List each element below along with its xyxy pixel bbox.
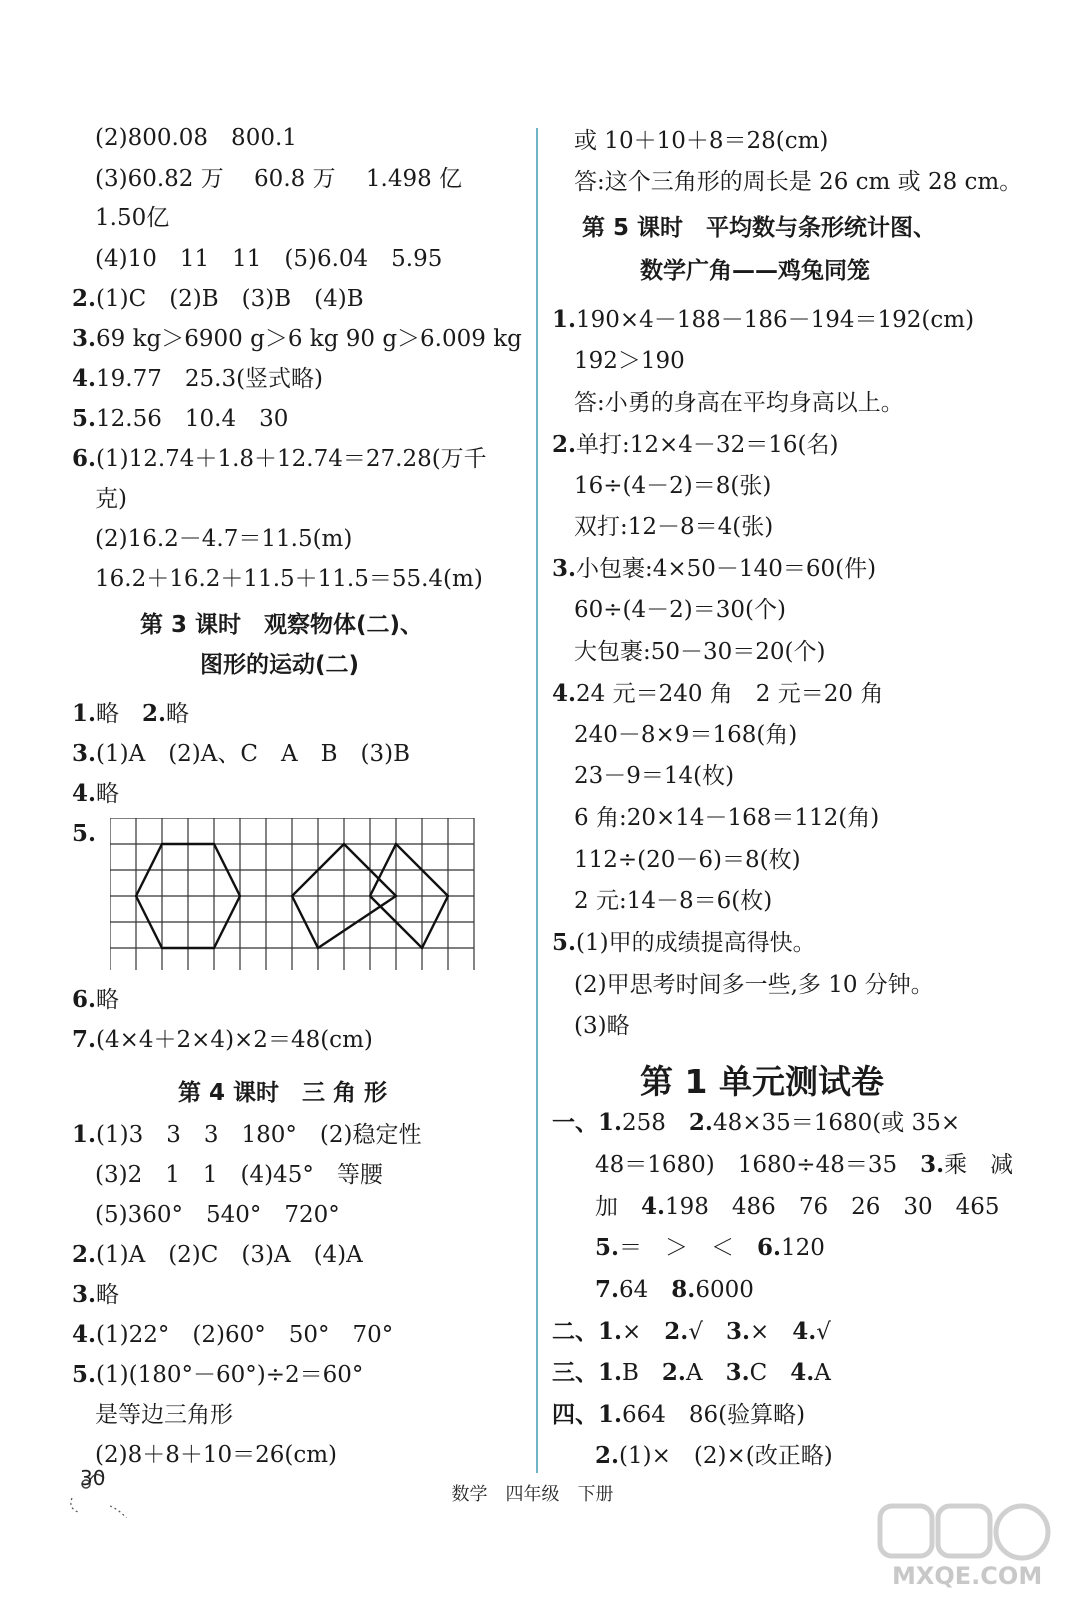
answer-text: 略 (166, 701, 190, 727)
answer-line (72, 985, 119, 1015)
answer-text: A (814, 1360, 831, 1386)
answer-line: 60÷(4－2)＝30(个) (574, 597, 786, 623)
answer-line: 答:这个三角形的周长是 26 cm 或 28 cm。 (574, 169, 1023, 195)
question-number: 2. (688, 1109, 713, 1136)
answer-text: ＝ ＞ ＜ (619, 1235, 758, 1261)
question-number: 5. (552, 929, 577, 956)
answer-line: (5)360° 540° 720° (95, 1202, 340, 1228)
question-number: 3. (72, 1281, 97, 1308)
answer-line (595, 1192, 1000, 1222)
answer-line: 是等边三角形 (95, 1402, 233, 1428)
answer-line (552, 554, 876, 584)
answer-text: 258 (622, 1110, 689, 1136)
question-number: 4. (72, 1321, 97, 1348)
answer-text: √ (816, 1319, 831, 1345)
page-number: 30 (80, 1466, 106, 1490)
part-label: 一、 (552, 1109, 598, 1136)
answer-text: (1)22° (2)60° 50° 70° (96, 1322, 394, 1348)
question-number: 4. (72, 780, 97, 807)
answer-text: 664 86(验算略) (622, 1402, 806, 1428)
section-heading: 第 4 课时 三 角 形 (178, 1080, 388, 1106)
section-heading: 图形的运动(二) (200, 652, 360, 678)
answer-text: B (622, 1360, 662, 1386)
answer-text: (1)A (2)A、C A B (3)B (96, 741, 410, 767)
question-number: 4. (790, 1359, 815, 1386)
answer-line: 答:小勇的身高在平均身高以上。 (574, 390, 904, 416)
question-number: 4. (641, 1193, 666, 1220)
answer-text: 略 (96, 987, 120, 1013)
question-number: 6. (72, 986, 97, 1013)
answer-line: 双打:12－8＝4(张) (574, 514, 774, 540)
answer-line: 或 10＋10＋8＝28(cm) (574, 128, 829, 154)
answer-text: (1)3 3 3 180° (2)稳定性 (96, 1122, 422, 1148)
answer-text: (1)甲的成绩提高得快。 (576, 930, 816, 956)
answer-text: 198 486 76 26 30 465 (665, 1194, 1000, 1220)
answer-line (595, 1233, 825, 1263)
question-number: 2. (664, 1318, 689, 1345)
answer-line (552, 1400, 805, 1430)
question-number: 3. (552, 555, 577, 582)
question-number: 1. (72, 700, 97, 727)
answer-text: (1)12.74＋1.8＋12.74＝27.28(万千 (96, 446, 487, 472)
question-number: 2. (595, 1442, 620, 1469)
answer-line: 112÷(20－6)＝8(枚) (574, 847, 801, 873)
answer-text: 6000 (695, 1277, 754, 1303)
answer-line (72, 1360, 363, 1390)
answer-text: 19.77 25.3(竖式略) (96, 366, 324, 392)
answer-line (72, 1280, 119, 1310)
question-number: 3. (72, 740, 97, 767)
answer-text: 48×35＝1680(或 35× (712, 1110, 961, 1136)
answer-line: 克) (95, 486, 127, 512)
column-divider (536, 128, 538, 1473)
question-number: 1. (598, 1401, 623, 1428)
answer-text: 小包裹:4×50－140＝60(件) (576, 556, 877, 582)
answer-line: 16÷(4－2)＝8(张) (574, 473, 772, 499)
answer-line: (2)甲思考时间多一些,多 10 分钟。 (574, 972, 934, 998)
answer-line (72, 1240, 363, 1270)
answer-line: 大包裹:50－30＝20(个) (574, 639, 826, 665)
answer-line (72, 324, 522, 354)
answer-text: A (685, 1360, 726, 1386)
answer-line (72, 284, 364, 314)
question-number: 4. (72, 365, 97, 392)
answer-text: C (749, 1360, 791, 1386)
question-number: 5. (72, 405, 97, 432)
section-heading: 数学广角——鸡兔同笼 (640, 258, 870, 284)
question-number: 4. (552, 680, 577, 707)
answer-line (552, 679, 883, 709)
question-number: 1. (598, 1318, 623, 1345)
question-number: 4. (792, 1318, 817, 1345)
answer-line (595, 1150, 1013, 1180)
answer-line: 1.50亿 (95, 205, 170, 231)
answer-line (595, 1275, 754, 1305)
answer-line (552, 1358, 831, 1388)
answer-text: 69 kg＞6900 g＞6 kg 90 g＞6.009 kg (96, 326, 522, 352)
answer-line (552, 1317, 831, 1347)
answer-text: 单打:12×4－32＝16(名) (576, 432, 839, 458)
answer-text: 乘 减 (944, 1152, 1014, 1178)
answer-line (72, 404, 288, 434)
answer-line (552, 305, 974, 335)
part-label: 二、 (552, 1318, 598, 1345)
question-number: 7. (595, 1276, 620, 1303)
answer-line: (2)16.2－4.7＝11.5(m) (95, 526, 353, 552)
answer-line (72, 779, 119, 809)
answer-line: 6 角:20×14－168＝112(角) (574, 805, 880, 831)
question-number: 3. (72, 325, 97, 352)
answer-text: 略 (96, 701, 143, 727)
section-heading: 第 5 课时 平均数与条形统计图、 (582, 215, 937, 241)
answer-line: (4)10 11 11 (5)6.04 5.95 (95, 246, 443, 272)
answer-line (72, 739, 410, 769)
answer-line: 16.2＋16.2＋11.5＋11.5＝55.4(m) (95, 566, 483, 592)
answer-line (552, 1108, 960, 1138)
answer-text: 略 (96, 1282, 120, 1308)
part-label: 四、 (552, 1401, 598, 1428)
question-number: 6. (72, 445, 97, 472)
answer-line: (3)60.82 万 60.8 万 1.498 亿 (95, 166, 463, 192)
question-number: 5. (595, 1234, 620, 1261)
answer-text: 加 (595, 1194, 641, 1220)
question-number: 2. (142, 700, 167, 727)
question-number: 6. (757, 1234, 782, 1261)
answer-text: (4×4＋2×4)×2＝48(cm) (96, 1027, 373, 1053)
answer-text: 190×4－188－186－194＝192(cm) (576, 307, 975, 333)
question-number: 1. (598, 1359, 623, 1386)
question-number: 1. (552, 306, 577, 333)
footer-label: 数学 四年级 下册 (451, 1484, 614, 1505)
answer-text: (1)× (2)×(改正略) (619, 1443, 833, 1469)
question-number: 3. (725, 1318, 750, 1345)
answer-line (72, 1320, 393, 1350)
question-number: 7. (72, 1026, 97, 1053)
question-number: 2. (72, 1241, 97, 1268)
answer-text: (1)(180°－60°)÷2＝60° (96, 1362, 364, 1388)
answer-text: × (622, 1319, 665, 1345)
answer-text: 64 (619, 1277, 672, 1303)
answer-line (72, 364, 323, 394)
answer-line: (3)略 (574, 1013, 630, 1039)
section-heading: 第 3 课时 观察物体(二)、 (140, 612, 424, 638)
answer-text: × (749, 1319, 793, 1345)
answer-text: 48＝1680) 1680÷48＝35 (595, 1152, 921, 1178)
answer-line (72, 1025, 373, 1055)
answer-text: 24 元＝240 角 2 元＝20 角 (576, 681, 884, 707)
grid-figure (110, 818, 480, 970)
watermark-text: MXQE.COM (892, 1562, 1043, 1590)
answer-line: 240－8×9＝168(角) (574, 722, 798, 748)
question-number: 1. (598, 1109, 623, 1136)
test-title: 第 1 单元测试卷 (640, 1062, 884, 1101)
answer-line: 2 元:14－8＝6(枚) (574, 888, 773, 914)
answer-line: 23－9＝14(枚) (574, 763, 735, 789)
answer-line: 192＞190 (574, 348, 685, 374)
answer-line: (2)800.08 800.1 (95, 125, 297, 151)
answer-text: 12.56 10.4 30 (96, 406, 289, 432)
question-number: 2. (552, 431, 577, 458)
question-number: 5. (72, 1361, 97, 1388)
answer-line (552, 430, 838, 460)
part-label: 三、 (552, 1359, 598, 1386)
question-number: 3. (725, 1359, 750, 1386)
answer-text: 略 (96, 781, 120, 807)
answer-text: (1)C (2)B (3)B (4)B (96, 286, 364, 312)
answer-line (72, 1120, 421, 1150)
question-number: 3. (920, 1151, 945, 1178)
question-number: 2. (661, 1359, 686, 1386)
question-number: 2. (72, 285, 97, 312)
answer-text: 120 (781, 1235, 825, 1261)
answer-line: (3)2 1 1 (4)45° 等腰 (95, 1162, 383, 1188)
answer-text: √ (688, 1319, 726, 1345)
question-number: 1. (72, 1121, 97, 1148)
question-number: 5. (72, 820, 97, 847)
question-number: 8. (671, 1276, 696, 1303)
answer-line (72, 699, 189, 729)
answer-line (595, 1441, 833, 1471)
answer-line (552, 928, 816, 958)
answer-line (72, 444, 487, 474)
answer-text: (1)A (2)C (3)A (4)A (96, 1242, 363, 1268)
answer-line: (2)8＋8＋10＝26(cm) (95, 1442, 338, 1468)
